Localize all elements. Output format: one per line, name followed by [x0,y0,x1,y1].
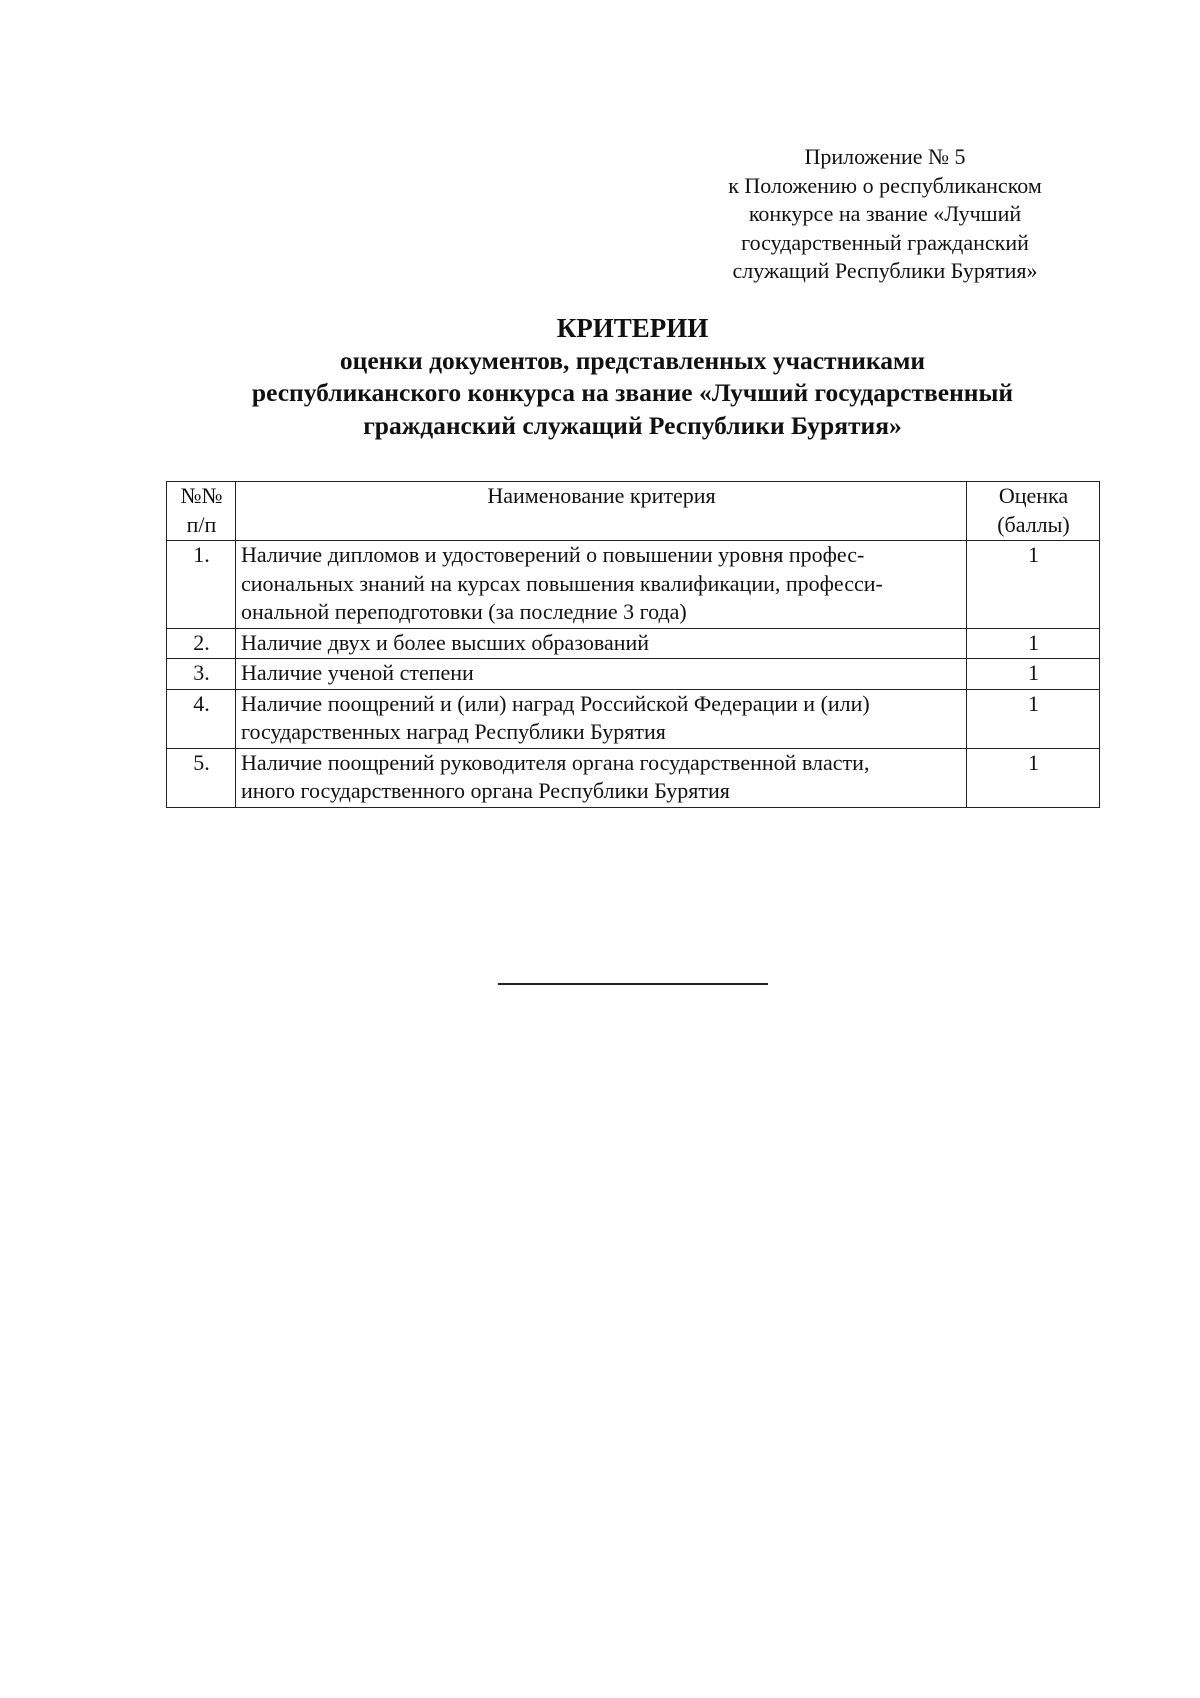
subtitle-line: оценки документов, представленных участниками [339,345,926,375]
header-number: №№ п/п [167,482,236,541]
table-row [167,541,1100,629]
table-row [167,748,1100,807]
criteria-table [166,481,1100,808]
row-number: 5. [167,748,236,807]
subtitle-line: республиканского конкурса на звание «Лучший государственный [251,378,1014,407]
appendix-note [700,143,1070,286]
table-row [167,628,1100,659]
appendix-line: государственный гражданский [741,229,1029,255]
subtitle-line: гражданский служащий Республики Бурятия» [363,410,902,440]
criterion-score: 1 [967,541,1100,629]
criterion-score: 1 [967,628,1100,659]
criterion-name: Наличие двух и более высших образований [236,628,967,659]
criterion-score: 1 [967,659,1100,690]
document-title [150,312,1115,442]
row-number: 1. [167,541,236,629]
criterion-name: Наличие поощрений и (или) наград Российской Федерации и (или) государственных наград Республики Бурятия [236,689,967,748]
appendix-line: к Положению о республиканском [728,172,1042,198]
header-score: Оценка (баллы) [967,482,1100,541]
appendix-line: служащий Республики Бурятия» [732,258,1038,283]
criterion-score: 1 [967,748,1100,807]
appendix-line: конкурсе на звание «Лучший [748,201,1022,226]
table-header-row [167,482,1100,541]
row-number: 4. [167,689,236,748]
criterion-score: 1 [967,689,1100,748]
criterion-name: Наличие поощрений руководителя органа государственной власти, иного государственного органа Республики Бурятия [236,748,967,807]
row-number: 2. [167,628,236,659]
row-number: 3. [167,659,236,690]
closing-divider [498,983,768,985]
table-row [167,689,1100,748]
header-criterion-name: Наименование критерия [236,482,967,541]
table-row [167,659,1100,690]
main-title: КРИТЕРИИ [556,313,709,343]
appendix-line: Приложение № 5 [804,144,966,169]
criterion-name: Наличие дипломов и удостоверений о повышении уровня профес- сиональных знаний на курсах повышения квалификации, професси- ональной переподготовки (за последние 3 года) [236,541,967,629]
criterion-name: Наличие ученой степени [236,659,967,690]
